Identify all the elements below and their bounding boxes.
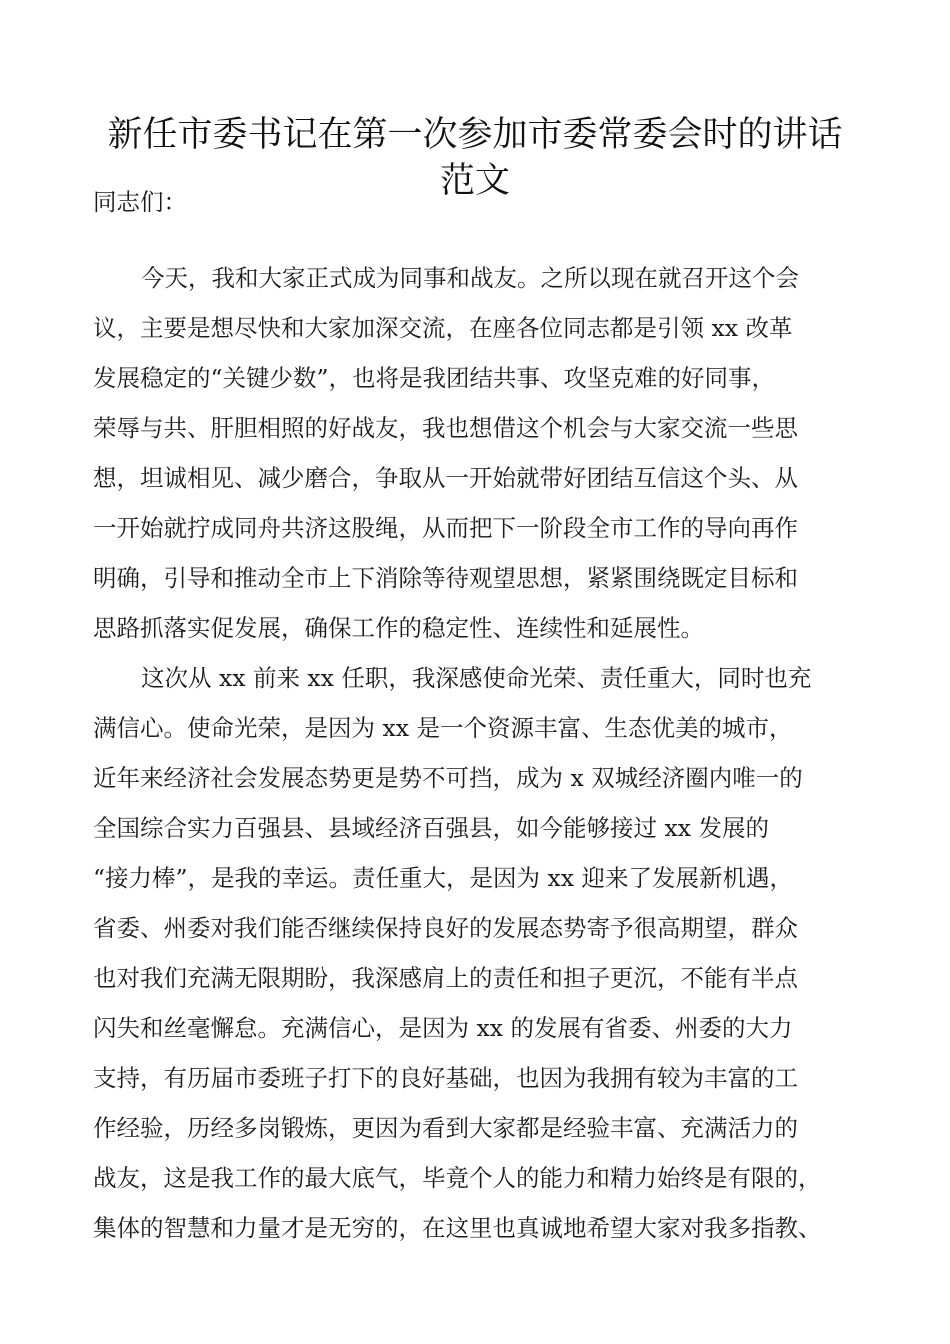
paragraph-2-line: 战友，这是我工作的最大底气，毕竟个人的能力和精力始终是有限的， [93,1164,822,1192]
paragraph-1-line: 一开始就拧成同舟共济这股绳，从而把下一阶段全市工作的导向再作 [93,514,798,542]
paragraph-1-line: 发展稳定的“关键少数”，也将是我团结共事、攻坚克难的好同事， [93,364,776,392]
paragraph-1-line: 今天，我和大家正式成为同事和战友。之所以现在就召开这个会 [141,264,799,292]
title-line-1: 新任市委书记在第一次参加市委常委会时的讲话 [107,115,843,155]
paragraph-2-line: 集体的智慧和力量才是无穷的，在这里也真诚地希望大家对我多指教、 [93,1214,822,1242]
paragraph-1-line: 明确，引导和推动全市上下消除等待观望思想，紧紧围绕既定目标和 [93,564,798,592]
paragraph-1-line: 想，坦诚相见、减少磨合，争取从一开始就带好团结互信这个头、从 [93,464,798,492]
paragraph-2-line: 作经验，历经多岗锻炼，更因为看到大家都是经验丰富、充满活力的 [93,1114,798,1142]
paragraph-2-line: “接力棒”，是我的幸运。责任重大，是因为 xx 迎来了发展新机遇， [93,864,793,892]
paragraph-2-line: 满信心。使命光荣，是因为 xx 是一个资源丰富、生态优美的城市， [93,714,793,742]
salutation: 同志们： [93,188,187,216]
paragraph-1-line: 议，主要是想尽快和大家加深交流，在座各位同志都是引领 xx 改革 [93,314,793,342]
title-line-2: 范文 [439,161,510,201]
paragraph-2-line: 这次从 xx 前来 xx 任职，我深感使命光荣、责任重大，同时也充 [141,664,812,692]
paragraph-2-line: 也对我们充满无限期盼，我深感肩上的责任和担子更沉，不能有半点 [93,964,798,992]
paragraph-2-line: 近年来经济社会发展态势更是势不可挡，成为 x 双城经济圈内唯一的 [93,764,803,792]
paragraph-2-line: 全国综合实力百强县、县域经济百强县，如今能够接过 xx 发展的 [93,814,769,842]
paragraph-2-line: 闪失和丝毫懈怠。充满信心，是因为 xx 的发展有省委、州委的大力 [93,1014,793,1042]
paragraph-1-line: 思路抓落实促发展，确保工作的稳定性、连续性和延展性。 [93,614,704,642]
paragraph-1-line: 荣辱与共、肝胆相照的好战友，我也想借这个机会与大家交流一些思 [93,414,798,442]
paragraph-2-line: 省委、州委对我们能否继续保持良好的发展态势寄予很高期望，群众 [93,914,798,942]
paragraph-2-line: 支持，有历届市委班子打下的良好基础，也因为我拥有较为丰富的工 [93,1064,798,1092]
